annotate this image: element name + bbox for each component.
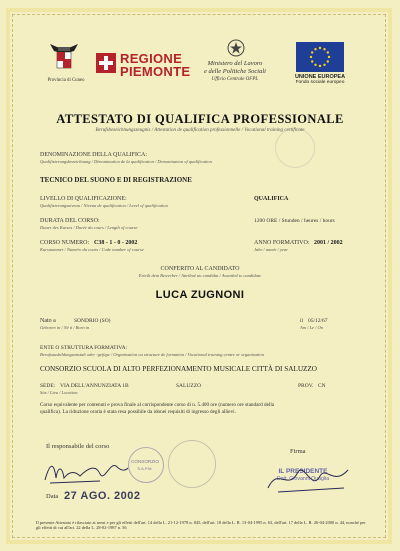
level-label: LIVELLO DI QUALIFICAZIONE: xyxy=(40,196,127,202)
consorzio-stamp xyxy=(128,447,164,483)
course-number-label: CORSO NUMERO: xyxy=(40,240,90,246)
ministry-line2: e delle Politiche Sociali xyxy=(204,68,266,75)
embossed-seal xyxy=(275,128,315,168)
duration-value: 1200 ORE / Stunden / heures / hours xyxy=(254,218,335,224)
president-stamp-line2: Dott. Giovanni Quaglia xyxy=(276,476,330,482)
consorzio-stamp-top-text: CONSORZIO xyxy=(131,459,159,464)
seat-prov: CN xyxy=(318,383,326,389)
level-value: QUALIFICA xyxy=(254,196,289,202)
ministry-line1: Ministero del Lavoro xyxy=(207,60,263,67)
seat-prov-label: PROV. xyxy=(298,383,314,389)
conferred-label: CONFERITO AL CANDIDATO xyxy=(160,266,240,272)
conferred-translations: Erteilt dem Bewerber / Attribué au candidat / Awarded to candidate xyxy=(138,273,262,278)
course-responsible-signature xyxy=(40,452,130,488)
president-stamp-line1: IL PRESIDENTE xyxy=(278,468,328,475)
firma-label: Firma xyxy=(290,448,306,455)
born-label: Nato a xyxy=(40,318,56,324)
course-year-value: 2001 / 2002 xyxy=(314,240,343,246)
province-emblem xyxy=(44,36,84,76)
course-responsible-label: Il responsabile del corso xyxy=(46,443,110,450)
eu-sublabel: Fondo sociale europeo xyxy=(295,80,345,85)
institution-translations: Berufsausbildungsanstalt oder -gefüge / Organisation ou structure de formation / Vocational training centre or organisation xyxy=(40,352,264,357)
president-signature xyxy=(258,458,354,498)
equivalence-line1: Corso equivalente per contenuti e prova finale al corrispondente corso di n. 5.400 ore (numero ore standard della xyxy=(40,402,275,408)
qualification-label: DENOMINAZIONE DELLA QUALIFICA: xyxy=(40,152,147,158)
italian-republic-emblem-icon xyxy=(226,38,246,58)
eu-label: UNIONE EUROPEA xyxy=(294,74,346,80)
duration-label-translations: Dauer des Kurses / Durée du cours / Length of course xyxy=(40,225,138,230)
born-translations: Geboren in / Né à / Born in xyxy=(40,325,90,330)
born-place: SONDRIO (SO) xyxy=(74,318,111,324)
equivalence-line2: qualifica). La riduzione oraria è stata resa possibile da idonei requisiti di ingresso degli allievi. xyxy=(40,409,236,415)
legal-footer: Il presente Attestato è rilasciato ai sensi e per gli effetti dell'art. 14 della L. 21-12-1978 n. 845, dell'art. 18 della L. R. 13-04-1995 n. 63, dell'art. 17 della L. R. 26-04-2000 n. 44, nonché per gli effetti di cui all'art. 22 della L. 28-02-1987 n. 56 xyxy=(36,520,366,531)
date-label: Data xyxy=(46,493,59,500)
eu-flag-icon xyxy=(296,42,344,72)
course-number-translations: Kursnummer / Numéro du cours / Code number of course xyxy=(40,247,144,252)
certificate-title: ATTESTATO DI QUALIFICA PROFESSIONALE xyxy=(56,112,344,126)
seat-translations: Sitz / Lieu / Location xyxy=(40,390,78,395)
seat-address: VIA DELL'ANNUNZIATA 1B xyxy=(60,383,129,389)
born-date-translations: Am / Le / On xyxy=(300,325,323,330)
seat-label: SEDE: xyxy=(40,383,56,389)
level-label-translations: Qualifizierungsniveau / Niveau de qualification / Level of qualification xyxy=(40,203,168,208)
region-name-line2: PIEMONTE xyxy=(120,64,191,79)
duration-label: DURATA DEL CORSO: xyxy=(40,218,100,224)
qualification-value: TECNICO DEL SUONO E DI REGISTRAZIONE xyxy=(40,176,192,184)
seat-city: SALUZZO xyxy=(176,383,202,389)
course-year-translations: Jahr / année / year xyxy=(254,247,288,252)
embossed-seal-center xyxy=(168,440,216,488)
course-number-value: C38 - 1 - 0 - 2002 xyxy=(94,240,138,246)
region-flag-icon xyxy=(96,53,116,73)
province-label: Provincia di Cuneo xyxy=(47,78,85,83)
date-value: 27 AGO. 2002 xyxy=(64,490,141,502)
course-year-label: ANNO FORMATIVO: xyxy=(254,240,310,246)
region-name-line1: REGIONE xyxy=(120,51,183,66)
born-date-label: il xyxy=(300,318,304,324)
ministry-line3: Ufficio Centrale OFPL xyxy=(211,77,259,82)
certificate-title-translations: Berufsbezeichnungszeugnis / Attestation de qualification professionnelle / Vocational training certificate xyxy=(95,128,305,133)
consorzio-stamp-bottom-text: S.A.P.M. xyxy=(137,466,153,471)
born-date: 05/12/67 xyxy=(308,318,328,324)
qualification-label-translations: Qualifizierungsbezeichnung / Dénomination de la qualification / Denomination of qualification xyxy=(40,159,212,164)
institution-label: ENTE O STRUTTURA FORMATIVA: xyxy=(40,345,128,351)
institution-name: CONSORZIO SCUOLA DI ALTO PERFEZIONAMENTO MUSICALE CITTÀ DI SALUZZO xyxy=(40,365,317,373)
candidate-name: LUCA ZUGNONI xyxy=(155,289,245,301)
